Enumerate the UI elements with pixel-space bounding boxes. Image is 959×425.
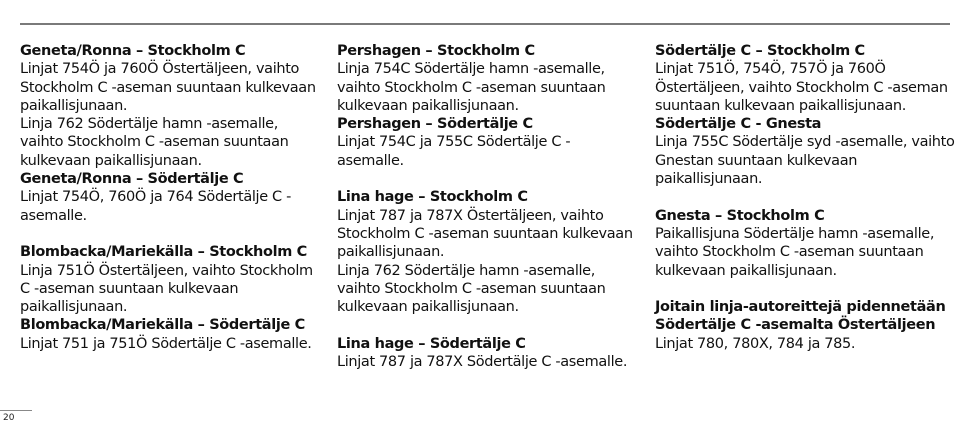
route-heading: Geneta/Ronna – Södertälje C bbox=[20, 171, 244, 188]
route-heading: Pershagen – Stockholm C bbox=[337, 43, 535, 59]
page-number-rule bbox=[0, 410, 32, 411]
route-heading: Blombacka/Mariekälla – Stockholm C bbox=[20, 244, 307, 261]
route-description: Linjat 754C ja 755C Södertälje C -asemalle. bbox=[337, 134, 571, 169]
route-heading: Pershagen – Södertälje C bbox=[337, 116, 533, 133]
route-heading: Lina hage – Stockholm C bbox=[337, 189, 528, 206]
route-description: Linja 762 Södertälje hamn -asemalle, vaihto Stockholm C -aseman suuntaan kulkevaan paikallisjunaan. bbox=[20, 116, 289, 169]
column-left bbox=[20, 42, 320, 353]
route-description: Linja 755C Södertälje syd -asemalle, vaihto Gnestan suuntaan kulkevaan paikallisjunaan. bbox=[655, 134, 955, 188]
route-description: Linjat 780, 780X, 784 ja 785. bbox=[655, 335, 856, 352]
section-spacer bbox=[655, 280, 955, 298]
route-heading: Joitain linja-autoreittejä pidennetään bbox=[655, 299, 946, 316]
route-description: Linjat 751Ö, 754Ö, 757Ö ja 760Ö Östertäljeen, vaihto Stockholm C -aseman suuntaan kulkevaan paikallisjunaan. bbox=[655, 61, 948, 114]
route-description: Linja 762 Södertälje hamn -asemalle, vaihto Stockholm C -aseman suuntaan kulkevaan paikallisjunaan. bbox=[337, 262, 606, 316]
route-description: Linjat 787 ja 787X Södertälje C -asemalle. bbox=[337, 354, 628, 371]
route-description: Linja 751Ö Östertäljeen, vaihto Stockholm C -aseman suuntaan kulkevaan paikallisjunaan. bbox=[20, 262, 313, 316]
route-description: Linjat 754Ö, 760Ö ja 764 Södertälje C -asemalle. bbox=[20, 189, 291, 224]
route-description: Linjat 754Ö ja 760Ö Östertäljeen, vaihto Stockholm C -aseman suuntaan kulkevaan paikallisjunaan. bbox=[20, 61, 316, 114]
route-heading: Gnesta – Stockholm C bbox=[655, 207, 825, 224]
route-description: Linjat 751 ja 751Ö Södertälje C -asemalle. bbox=[20, 335, 312, 352]
route-heading: Södertälje C - Gnesta bbox=[655, 116, 822, 133]
route-description: Paikallisjuna Södertälje hamn -asemalle, vaihto Stockholm C -aseman suuntaan kulkevaan paikallisjunaan. bbox=[655, 225, 935, 279]
route-heading: Blombacka/Mariekälla – Södertälje C bbox=[20, 317, 305, 334]
top-divider bbox=[20, 23, 950, 25]
column-middle bbox=[337, 42, 637, 371]
route-heading: Södertälje C -asemalta Östertäljeen bbox=[655, 317, 936, 334]
section-spacer bbox=[337, 316, 637, 334]
page-number: 20 bbox=[3, 413, 15, 423]
route-description: Linjat 787 ja 787X Östertäljeen, vaihto Stockholm C -aseman suuntaan kulkevaan paikallisjunaan. bbox=[337, 207, 633, 261]
section-spacer bbox=[655, 188, 955, 206]
route-heading: Lina hage – Södertälje C bbox=[337, 335, 526, 352]
column-right bbox=[655, 42, 955, 353]
section-spacer bbox=[20, 225, 320, 243]
route-description: Linja 754C Södertälje hamn -asemalle, vaihto Stockholm C -aseman suuntaan kulkevaan paikallisjunaan. bbox=[337, 61, 606, 114]
route-heading: Södertälje C – Stockholm C bbox=[655, 43, 865, 59]
section-spacer bbox=[337, 170, 637, 188]
route-heading: Geneta/Ronna – Stockholm C bbox=[20, 43, 246, 59]
